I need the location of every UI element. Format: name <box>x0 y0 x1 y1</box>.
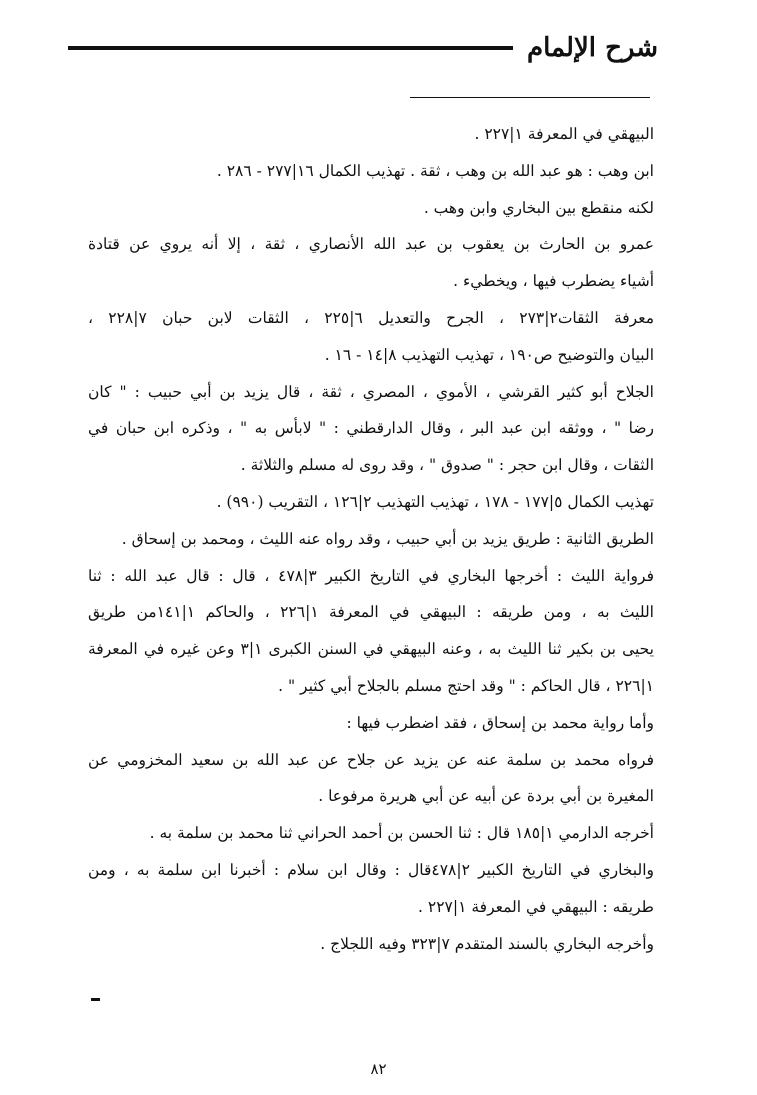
text-line: عمرو بن الحارث بن يعقوب بن عبد الله الأنصاري ، ثقة ، إلا أنه يروي عن قتادة <box>88 235 654 254</box>
text-line: أشياء يضطرب فيها ، ويخطيء . <box>453 272 654 291</box>
text-line: وأخرجه البخاري بالسند المتقدم ٧|٣٢٣ وفيه اللجلاج . <box>320 934 654 953</box>
page-number: ٨٢ <box>370 1060 387 1078</box>
book-title: شرح الإلمام <box>527 33 658 63</box>
text-line: أخرجه الدارمي ١|١٨٥ قال : ثنا الحسن بن أحمد الحراني ثنا محمد بن سلمة به . <box>149 824 654 843</box>
text-line: ١|٢٢٦ ، قال الحاكم : " وقد احتج مسلم بالجلاح أبي كثير " . <box>278 676 654 695</box>
text-line: رضا " ، ووثقه ابن عبد البر ، وقال الدارقطني : " لابأس به " ، وذكره ابن حبان في <box>88 419 654 438</box>
text-line: يحيى بن بكير ثنا الليث به ، وعنه البيهقي في السنن الكبرى ١|٣ وعن غيره في المعرفة <box>88 640 654 659</box>
text-line: فرواية الليث : أخرجها البخاري في التاريخ الكبير ٣|٤٧٨ ، قال : قال عبد الله : ثنا <box>88 566 654 585</box>
text-line: والبخاري في التاريخ الكبير ٢|٤٧٨قال : وقال ابن سلام : أخبرنا ابن سلمة به ، ومن <box>88 860 654 879</box>
text-line: الثقات ، وقال ابن حجر : " صدوق " ، وقد روى له مسلم والثلاثة . <box>240 456 654 475</box>
text-line: الليث به ، ومن طريقه : البيهقي في المعرفة ١|٢٢٦ ، والحاكم ١|١٤١من طريق <box>88 603 654 622</box>
header-rule <box>68 46 513 50</box>
footnote-text <box>88 112 654 962</box>
text-line: طريقه : البيهقي في المعرفة ١|٢٢٧ . <box>418 897 654 916</box>
text-line: البيان والتوضيح ص١٩٠ ، تهذيب التهذيب ٨|١٤ - ١٦ . <box>324 345 654 364</box>
footnote-separator <box>410 97 650 98</box>
text-line: تهذيب الكمال ٥|١٧٧ - ١٧٨ ، تهذيب التهذيب ٢|١٢٦ ، التقريب (٩٩٠) . <box>216 492 654 511</box>
text-line: وأما رواية محمد بن إسحاق ، فقد اضطرب فيها : <box>346 713 654 732</box>
text-line: البيهقي في المعرفة ١|٢٢٧ . <box>474 125 654 143</box>
running-header <box>68 28 658 68</box>
text-line: ابن وهب : هو عبد الله بن وهب ، ثقة . تهذيب الكمال ١٦|٢٧٧ - ٢٨٦ . <box>216 161 654 180</box>
text-line: لكنه منقطع بين البخاري وابن وهب . <box>423 198 654 217</box>
text-line: فرواه محمد بن سلمة عنه عن يزيد عن جلاح عن عبد الله بن سعيد المخزومي عن <box>88 750 654 769</box>
text-line: المغيرة بن أبي بردة عن أبيه عن أبي هريرة مرفوعا . <box>318 787 654 806</box>
text-line: الطريق الثانية : طريق يزيد بن أبي حبيب ، وقد رواه عنه الليث ، ومحمد بن إسحاق . <box>121 529 654 548</box>
text-line: معرفة الثقات٢|٢٧٣ ، الجرح والتعديل ٦|٢٢٥ ، الثقات لابن حبان ٧|٢٢٨ ، <box>88 308 654 327</box>
end-dash <box>91 998 100 1001</box>
text-line: الجلاح أبو كثير القرشي ، الأموي ، المصري ، ثقة ، قال يزيد بن أبي حبيب : " كان <box>88 382 654 401</box>
